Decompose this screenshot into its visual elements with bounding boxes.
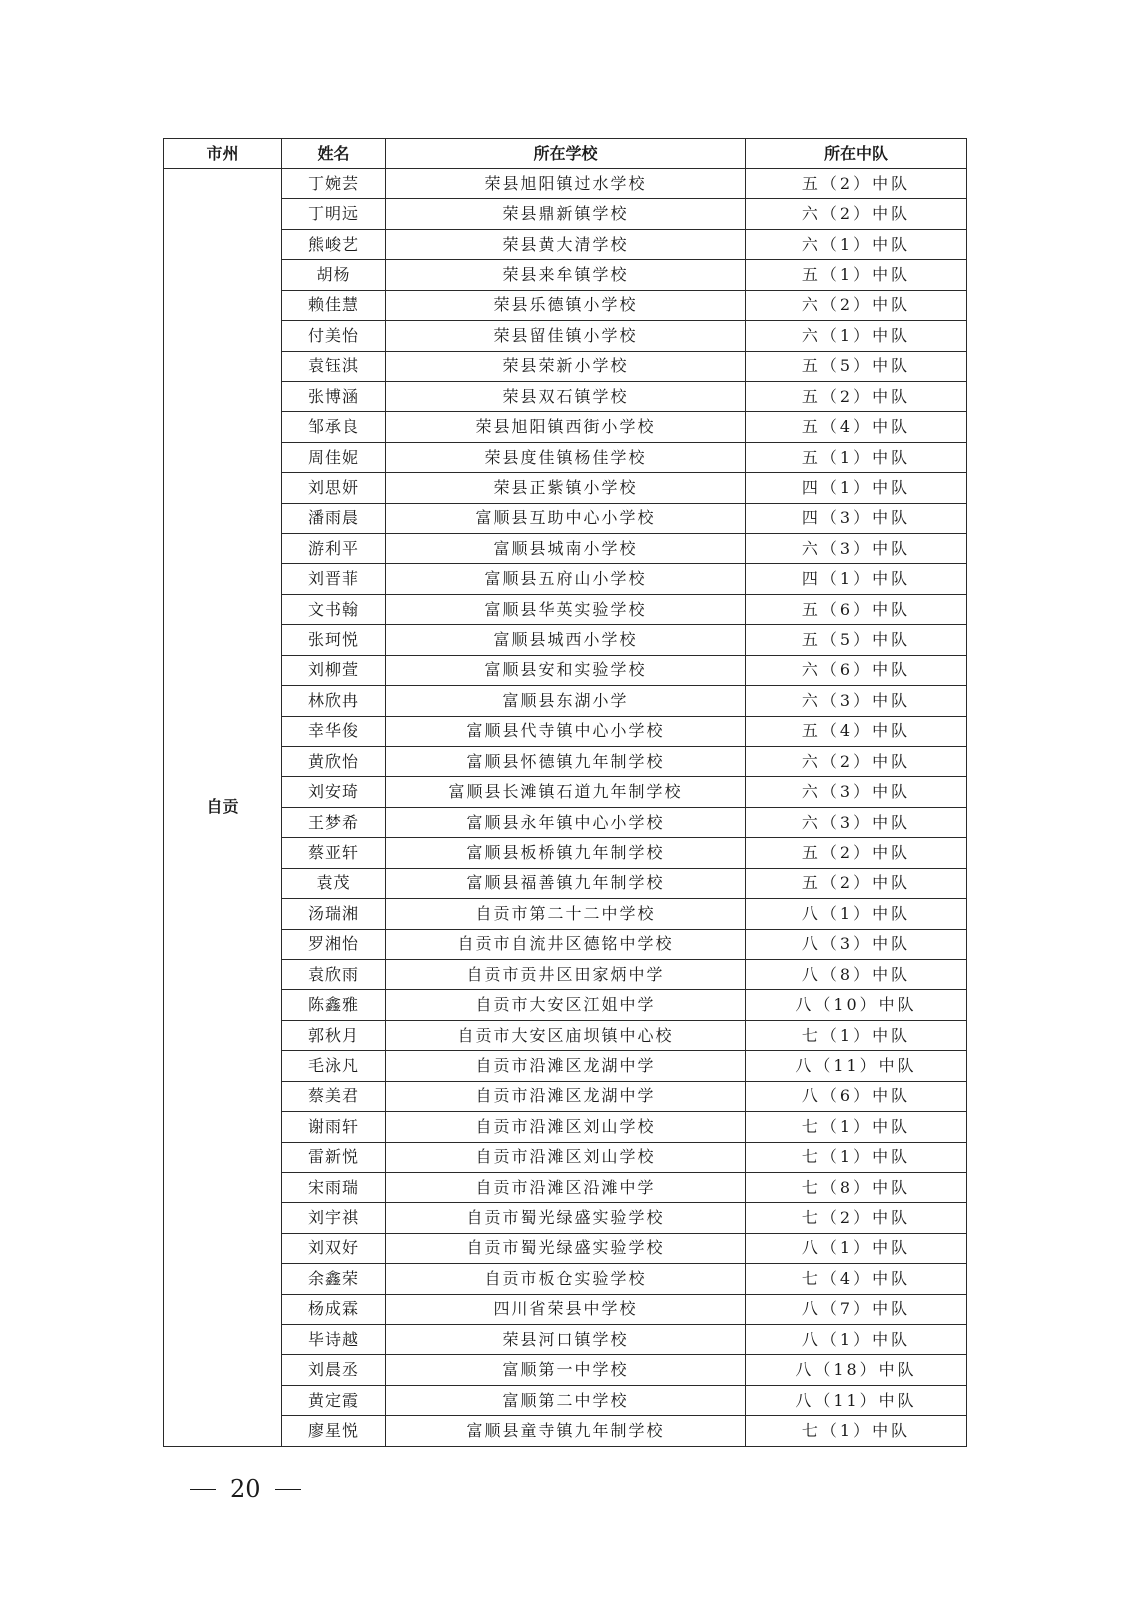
name-cell: 丁明远 bbox=[282, 199, 386, 229]
header-city: 市州 bbox=[164, 139, 282, 169]
name-cell: 蔡亚轩 bbox=[282, 838, 386, 868]
squad-cell: 四（3）中队 bbox=[746, 503, 967, 533]
header-squad: 所在中队 bbox=[746, 139, 967, 169]
school-cell: 荣县黄大清学校 bbox=[386, 229, 746, 259]
page-number: 20 bbox=[230, 1475, 261, 1503]
squad-cell: 五（4）中队 bbox=[746, 716, 967, 746]
squad-cell: 八（1）中队 bbox=[746, 1325, 967, 1355]
squad-cell: 五（2）中队 bbox=[746, 838, 967, 868]
name-cell: 毕诗越 bbox=[282, 1325, 386, 1355]
table-row bbox=[164, 1142, 967, 1172]
name-cell: 赖佳慧 bbox=[282, 290, 386, 320]
squad-cell: 四（1）中队 bbox=[746, 564, 967, 594]
school-cell: 富顺县板桥镇九年制学校 bbox=[386, 838, 746, 868]
table-row bbox=[164, 1051, 967, 1081]
table-row bbox=[164, 899, 967, 929]
squad-cell: 四（1）中队 bbox=[746, 473, 967, 503]
name-cell: 付美怡 bbox=[282, 321, 386, 351]
name-cell: 王梦希 bbox=[282, 807, 386, 837]
table-row bbox=[164, 199, 967, 229]
table-row bbox=[164, 534, 967, 564]
school-cell: 自贡市沿滩区龙湖中学 bbox=[386, 1081, 746, 1111]
name-cell: 宋雨瑞 bbox=[282, 1172, 386, 1202]
table-row bbox=[164, 959, 967, 989]
page-footer bbox=[190, 1475, 301, 1503]
school-cell: 荣县旭阳镇过水学校 bbox=[386, 169, 746, 199]
school-cell: 自贡市板仓实验学校 bbox=[386, 1264, 746, 1294]
table-row bbox=[164, 381, 967, 411]
school-cell: 自贡市蜀光绿盛实验学校 bbox=[386, 1233, 746, 1263]
squad-cell: 六（2）中队 bbox=[746, 290, 967, 320]
table-row bbox=[164, 1416, 967, 1446]
name-cell: 张珂悦 bbox=[282, 625, 386, 655]
table-row bbox=[164, 747, 967, 777]
squad-cell: 七（2）中队 bbox=[746, 1203, 967, 1233]
table-row bbox=[164, 503, 967, 533]
name-cell: 陈鑫雅 bbox=[282, 990, 386, 1020]
table-row bbox=[164, 412, 967, 442]
squad-cell: 八（6）中队 bbox=[746, 1081, 967, 1111]
name-cell: 毛泳凡 bbox=[282, 1051, 386, 1081]
school-cell: 四川省荣县中学校 bbox=[386, 1294, 746, 1324]
table-row bbox=[164, 868, 967, 898]
table-row bbox=[164, 655, 967, 685]
table-row bbox=[164, 625, 967, 655]
name-cell: 袁钰淇 bbox=[282, 351, 386, 381]
school-cell: 富顺县童寺镇九年制学校 bbox=[386, 1416, 746, 1446]
squad-cell: 五（5）中队 bbox=[746, 625, 967, 655]
squad-cell: 八（1）中队 bbox=[746, 899, 967, 929]
table-row bbox=[164, 321, 967, 351]
name-cell: 余鑫荣 bbox=[282, 1264, 386, 1294]
squad-cell: 五（2）中队 bbox=[746, 868, 967, 898]
school-cell: 荣县来牟镇学校 bbox=[386, 260, 746, 290]
table-body bbox=[164, 169, 967, 1447]
table-row bbox=[164, 1172, 967, 1202]
table-row bbox=[164, 807, 967, 837]
name-cell: 周佳妮 bbox=[282, 442, 386, 472]
squad-cell: 五（1）中队 bbox=[746, 260, 967, 290]
squad-cell: 五（2）中队 bbox=[746, 381, 967, 411]
name-cell: 刘安琦 bbox=[282, 777, 386, 807]
table-row bbox=[164, 1020, 967, 1050]
squad-cell: 八（18）中队 bbox=[746, 1355, 967, 1385]
squad-cell: 五（1）中队 bbox=[746, 442, 967, 472]
school-cell: 荣县度佳镇杨佳学校 bbox=[386, 442, 746, 472]
name-cell: 黄欣怡 bbox=[282, 747, 386, 777]
school-cell: 自贡市沿滩区刘山学校 bbox=[386, 1112, 746, 1142]
name-cell: 杨成霖 bbox=[282, 1294, 386, 1324]
table-header-row bbox=[164, 139, 967, 169]
school-cell: 荣县乐德镇小学校 bbox=[386, 290, 746, 320]
table-row bbox=[164, 442, 967, 472]
school-cell: 富顺第一中学校 bbox=[386, 1355, 746, 1385]
name-cell: 罗湘怡 bbox=[282, 929, 386, 959]
footer-dash-right bbox=[275, 1489, 301, 1490]
squad-cell: 六（3）中队 bbox=[746, 807, 967, 837]
squad-cell: 七（1）中队 bbox=[746, 1112, 967, 1142]
school-cell: 荣县旭阳镇西街小学校 bbox=[386, 412, 746, 442]
squad-cell: 七（1）中队 bbox=[746, 1020, 967, 1050]
squad-cell: 六（3）中队 bbox=[746, 686, 967, 716]
name-cell: 袁茂 bbox=[282, 868, 386, 898]
school-cell: 自贡市大安区庙坝镇中心校 bbox=[386, 1020, 746, 1050]
squad-cell: 六（2）中队 bbox=[746, 199, 967, 229]
squad-cell: 八（8）中队 bbox=[746, 959, 967, 989]
squad-cell: 八（11）中队 bbox=[746, 1051, 967, 1081]
school-cell: 荣县河口镇学校 bbox=[386, 1325, 746, 1355]
school-cell: 富顺县东湖小学 bbox=[386, 686, 746, 716]
squad-cell: 八（11）中队 bbox=[746, 1385, 967, 1415]
school-cell: 自贡市沿滩区沿滩中学 bbox=[386, 1172, 746, 1202]
name-cell: 熊峻艺 bbox=[282, 229, 386, 259]
table-row bbox=[164, 473, 967, 503]
table-row bbox=[164, 777, 967, 807]
roster-table bbox=[163, 138, 967, 1447]
name-cell: 袁欣雨 bbox=[282, 959, 386, 989]
name-cell: 刘思妍 bbox=[282, 473, 386, 503]
table-row bbox=[164, 564, 967, 594]
school-cell: 自贡市沿滩区刘山学校 bbox=[386, 1142, 746, 1172]
school-cell: 自贡市蜀光绿盛实验学校 bbox=[386, 1203, 746, 1233]
table-row bbox=[164, 686, 967, 716]
school-cell: 自贡市第二十二中学校 bbox=[386, 899, 746, 929]
table-row bbox=[164, 1294, 967, 1324]
squad-cell: 六（1）中队 bbox=[746, 321, 967, 351]
name-cell: 黄定霞 bbox=[282, 1385, 386, 1415]
name-cell: 文书翰 bbox=[282, 594, 386, 624]
squad-cell: 五（6）中队 bbox=[746, 594, 967, 624]
table-row bbox=[164, 351, 967, 381]
name-cell: 刘晨丞 bbox=[282, 1355, 386, 1385]
name-cell: 邹承良 bbox=[282, 412, 386, 442]
table-row bbox=[164, 1355, 967, 1385]
squad-cell: 六（3）中队 bbox=[746, 534, 967, 564]
table-row bbox=[164, 229, 967, 259]
name-cell: 丁婉芸 bbox=[282, 169, 386, 199]
squad-cell: 八（3）中队 bbox=[746, 929, 967, 959]
name-cell: 谢雨轩 bbox=[282, 1112, 386, 1142]
header-name: 姓名 bbox=[282, 139, 386, 169]
school-cell: 富顺第二中学校 bbox=[386, 1385, 746, 1415]
table-row bbox=[164, 1203, 967, 1233]
name-cell: 蔡美君 bbox=[282, 1081, 386, 1111]
header-school: 所在学校 bbox=[386, 139, 746, 169]
name-cell: 潘雨晨 bbox=[282, 503, 386, 533]
table-row bbox=[164, 169, 967, 199]
squad-cell: 七（4）中队 bbox=[746, 1264, 967, 1294]
school-cell: 自贡市大安区江姐中学 bbox=[386, 990, 746, 1020]
squad-cell: 六（6）中队 bbox=[746, 655, 967, 685]
school-cell: 自贡市沿滩区龙湖中学 bbox=[386, 1051, 746, 1081]
table-row bbox=[164, 1112, 967, 1142]
table-row bbox=[164, 260, 967, 290]
squad-cell: 八（10）中队 bbox=[746, 990, 967, 1020]
table-row bbox=[164, 1385, 967, 1415]
squad-cell: 七（1）中队 bbox=[746, 1416, 967, 1446]
table-row bbox=[164, 1081, 967, 1111]
squad-cell: 八（1）中队 bbox=[746, 1233, 967, 1263]
school-cell: 富顺县五府山小学校 bbox=[386, 564, 746, 594]
squad-cell: 六（2）中队 bbox=[746, 747, 967, 777]
name-cell: 林欣冉 bbox=[282, 686, 386, 716]
squad-cell: 五（5）中队 bbox=[746, 351, 967, 381]
footer-dash-left bbox=[190, 1489, 216, 1490]
table-row bbox=[164, 838, 967, 868]
school-cell: 荣县留佳镇小学校 bbox=[386, 321, 746, 351]
squad-cell: 五（2）中队 bbox=[746, 169, 967, 199]
squad-cell: 七（8）中队 bbox=[746, 1172, 967, 1202]
name-cell: 刘柳萱 bbox=[282, 655, 386, 685]
school-cell: 富顺县城西小学校 bbox=[386, 625, 746, 655]
table-row bbox=[164, 1264, 967, 1294]
name-cell: 汤瑞湘 bbox=[282, 899, 386, 929]
squad-cell: 六（3）中队 bbox=[746, 777, 967, 807]
school-cell: 富顺县怀德镇九年制学校 bbox=[386, 747, 746, 777]
school-cell: 荣县鼎新镇学校 bbox=[386, 199, 746, 229]
squad-cell: 七（1）中队 bbox=[746, 1142, 967, 1172]
name-cell: 雷新悦 bbox=[282, 1142, 386, 1172]
name-cell: 刘晋菲 bbox=[282, 564, 386, 594]
table-row bbox=[164, 929, 967, 959]
name-cell: 郭秋月 bbox=[282, 1020, 386, 1050]
name-cell: 廖星悦 bbox=[282, 1416, 386, 1446]
school-cell: 富顺县长滩镇石道九年制学校 bbox=[386, 777, 746, 807]
table-row bbox=[164, 594, 967, 624]
school-cell: 富顺县代寺镇中心小学校 bbox=[386, 716, 746, 746]
school-cell: 富顺县永年镇中心小学校 bbox=[386, 807, 746, 837]
table-row bbox=[164, 1325, 967, 1355]
school-cell: 自贡市贡井区田家炳中学 bbox=[386, 959, 746, 989]
school-cell: 富顺县华英实验学校 bbox=[386, 594, 746, 624]
table-row bbox=[164, 990, 967, 1020]
school-cell: 富顺县福善镇九年制学校 bbox=[386, 868, 746, 898]
school-cell: 富顺县城南小学校 bbox=[386, 534, 746, 564]
school-cell: 荣县正紫镇小学校 bbox=[386, 473, 746, 503]
school-cell: 富顺县互助中心小学校 bbox=[386, 503, 746, 533]
name-cell: 游利平 bbox=[282, 534, 386, 564]
table-row bbox=[164, 290, 967, 320]
name-cell: 刘宇祺 bbox=[282, 1203, 386, 1233]
table-row bbox=[164, 716, 967, 746]
school-cell: 富顺县安和实验学校 bbox=[386, 655, 746, 685]
squad-cell: 六（1）中队 bbox=[746, 229, 967, 259]
city-cell: 自贡 bbox=[164, 169, 282, 1447]
name-cell: 张博涵 bbox=[282, 381, 386, 411]
squad-cell: 五（4）中队 bbox=[746, 412, 967, 442]
name-cell: 刘双好 bbox=[282, 1233, 386, 1263]
school-cell: 荣县荣新小学校 bbox=[386, 351, 746, 381]
school-cell: 荣县双石镇学校 bbox=[386, 381, 746, 411]
name-cell: 幸华俊 bbox=[282, 716, 386, 746]
school-cell: 自贡市自流井区德铭中学校 bbox=[386, 929, 746, 959]
name-cell: 胡杨 bbox=[282, 260, 386, 290]
table-row bbox=[164, 1233, 967, 1263]
squad-cell: 八（7）中队 bbox=[746, 1294, 967, 1324]
